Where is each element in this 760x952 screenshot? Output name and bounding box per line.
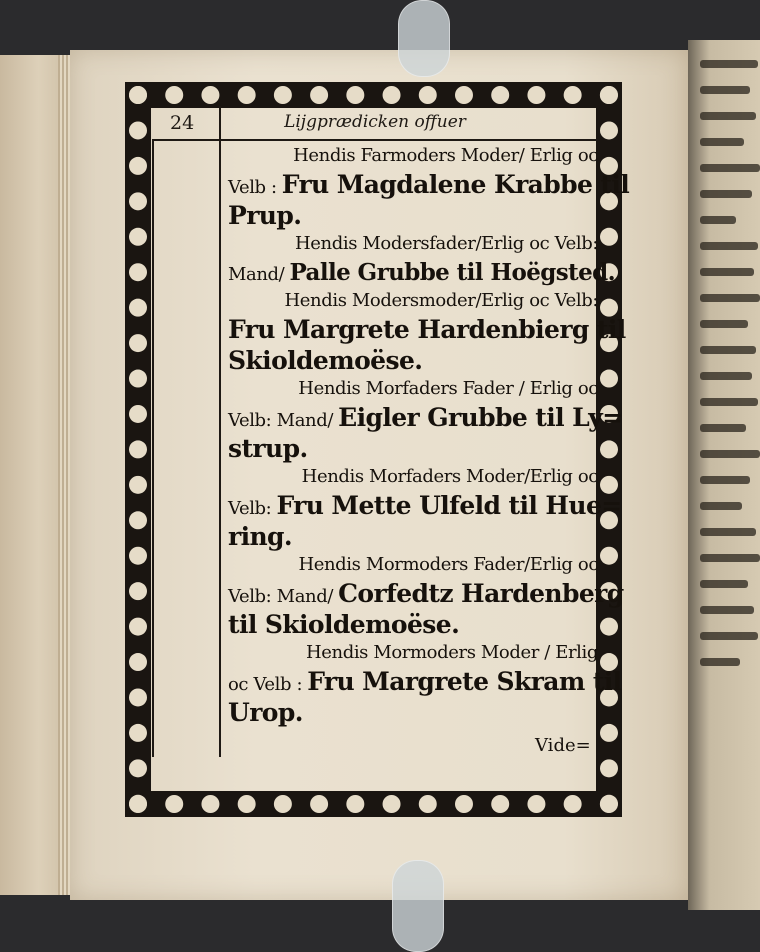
entry-line: Velb : Fru Magdalene Krabbe til <box>228 170 630 199</box>
entry-line: strup. <box>228 434 308 463</box>
margin-rule-outer <box>152 139 154 757</box>
ancestor-entry <box>228 288 626 376</box>
entry-line: Skioldemoëse. <box>228 346 423 375</box>
ancestor-entry <box>228 464 622 552</box>
book-clip-top <box>398 0 450 77</box>
entry-line: Velb: Mand/ Corfedtz Hardenberg <box>228 579 624 608</box>
running-head: Lijgprædicken offuer <box>284 112 466 132</box>
entry-line: Mand/ Palle Grubbe til Hoëgsted. <box>228 259 616 286</box>
ancestor-entry <box>228 376 623 464</box>
margin-rule-inner <box>219 106 221 757</box>
ancestor-entry <box>228 552 624 640</box>
page-number: 24 <box>170 112 195 134</box>
ancestor-entry <box>228 143 630 231</box>
genealogy-text <box>228 143 630 728</box>
entry-line: Velb: Mand/ Eigler Grubbe til Ly= <box>228 403 623 432</box>
entry-line: Urop. <box>228 698 303 727</box>
entry-heading: Hendis Modersmoder/Erlig oc Velb: <box>284 290 598 311</box>
entry-line: ring. <box>228 522 293 551</box>
entry-line: Fru Margrete Hardenbierg til <box>228 315 626 344</box>
entry-heading: Hendis Mormoders Fader/Erlig oc <box>298 554 598 575</box>
entry-heading: Hendis Mormoders Moder / Erlig <box>305 642 598 663</box>
catchword: Vide= <box>535 735 591 756</box>
ancestor-entry <box>228 640 622 728</box>
entry-line: til Skioldemoëse. <box>228 610 460 639</box>
entry-heading: Hendis Farmoders Moder/ Erlig oc <box>293 145 598 166</box>
entry-heading: Hendis Morfaders Fader / Erlig oc <box>298 378 598 399</box>
entry-heading: Hendis Morfaders Moder/Erlig oc <box>301 466 598 487</box>
entry-heading: Hendis Modersfader/Erlig oc Velb: <box>295 233 598 254</box>
facing-page-text-fragment <box>700 60 760 684</box>
ancestor-entry <box>228 231 616 288</box>
entry-line: Prup. <box>228 201 302 230</box>
book-clip-bottom <box>392 860 444 952</box>
entry-line: Velb: Fru Mette Ulfeld til Hue= <box>228 491 622 520</box>
entry-line: oc Velb : Fru Margrete Skram til <box>228 667 622 696</box>
